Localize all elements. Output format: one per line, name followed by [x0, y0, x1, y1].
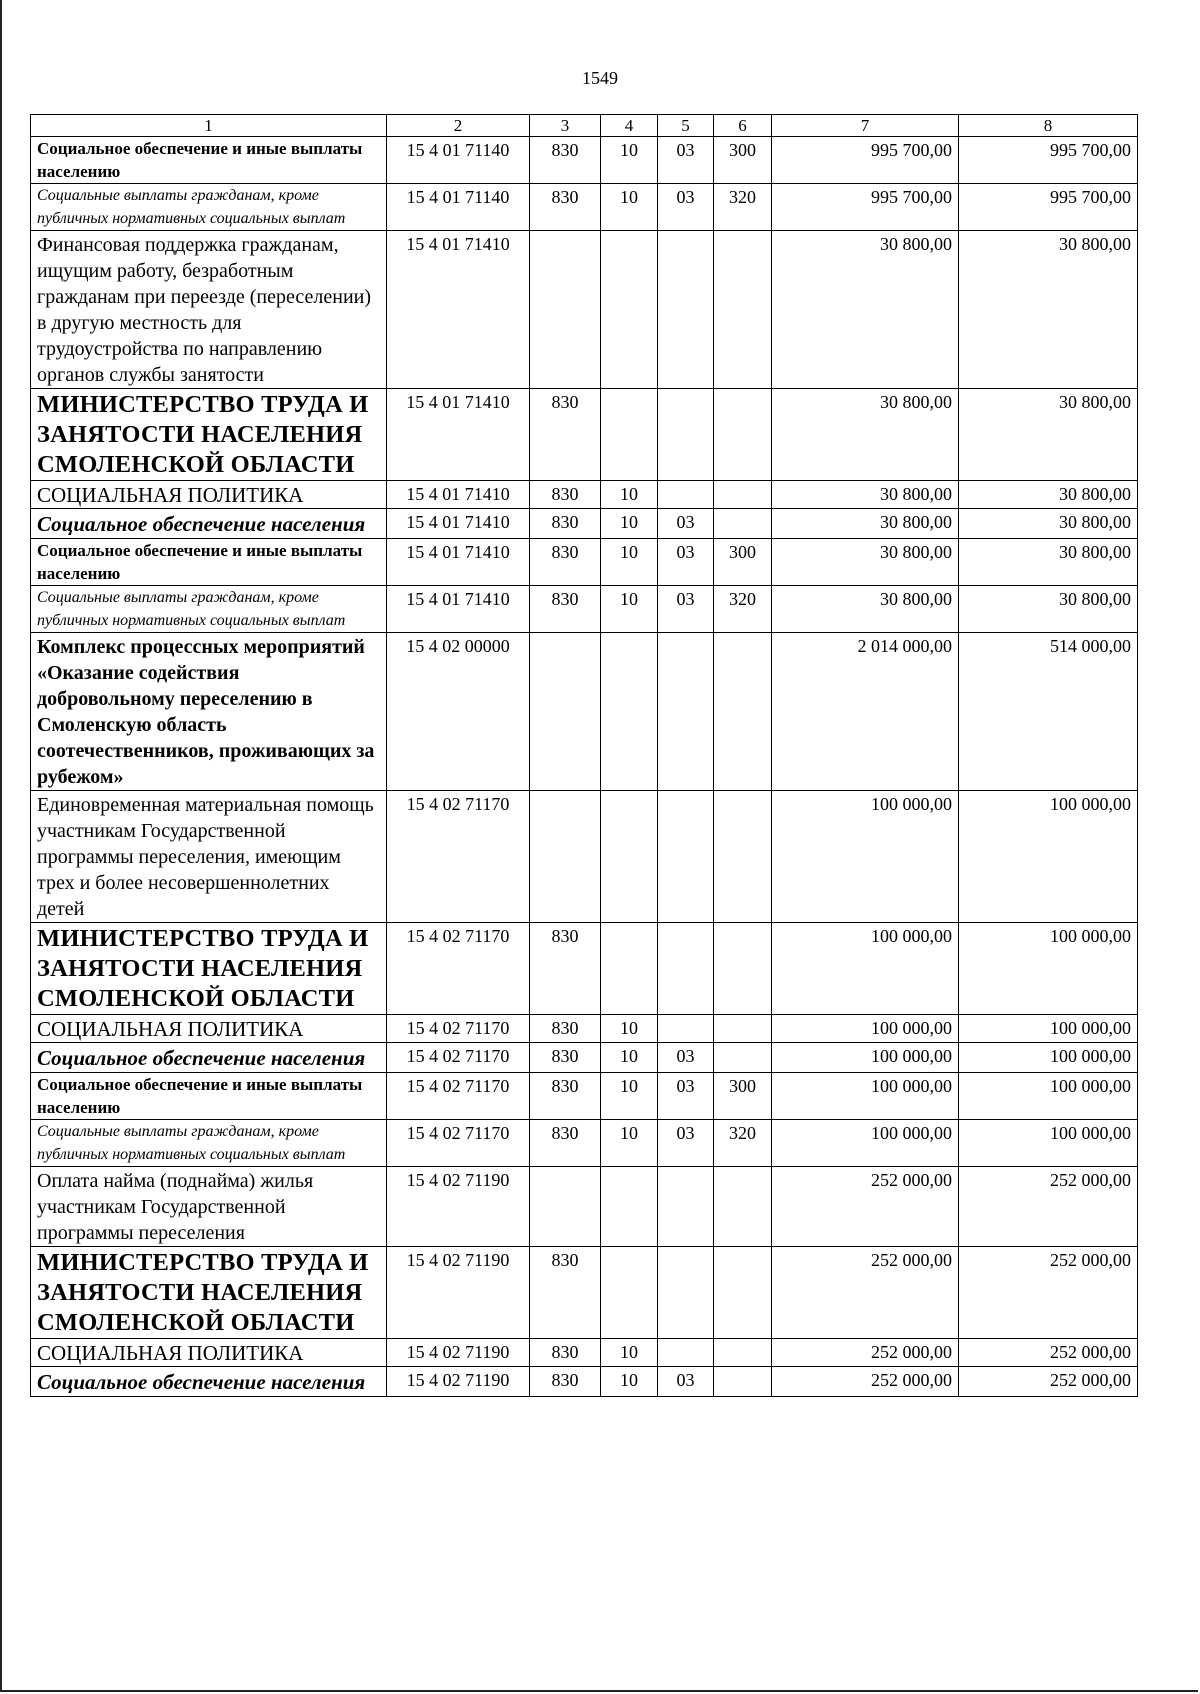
target-article-code-cell: 15 4 01 71140 — [387, 184, 530, 231]
expense-type-code-cell — [714, 923, 772, 1015]
ministry-code-cell — [530, 633, 601, 791]
table-body — [31, 137, 1138, 1397]
expense-type-code-cell: 300 — [714, 1073, 772, 1120]
expense-type-code-cell — [714, 1367, 772, 1397]
row-name-cell — [31, 791, 387, 923]
row-name-text: Комплекс процессных мероприятий «Оказание содействия добровольному переселению в Смоленскую область соотечественников, проживающих за рубежом» — [37, 636, 375, 789]
budget-table — [30, 114, 1138, 1397]
section-code-cell — [601, 791, 658, 923]
amount-column-7-cell: 30 800,00 — [772, 231, 959, 389]
section-code-cell: 10 — [601, 184, 658, 231]
row-name-text: Социальное обеспечение и иные выплаты населению — [37, 1075, 363, 1117]
target-article-code-cell: 15 4 02 71190 — [387, 1338, 530, 1366]
subsection-code-cell — [658, 1338, 714, 1366]
table-row — [31, 1043, 1138, 1073]
expense-type-code-cell: 320 — [714, 586, 772, 633]
expense-type-code-cell — [714, 480, 772, 508]
amount-column-8-cell: 995 700,00 — [959, 184, 1138, 231]
subsection-code-cell: 03 — [658, 1120, 714, 1167]
section-code-cell — [601, 389, 658, 481]
section-code-cell: 10 — [601, 1367, 658, 1397]
ministry-code-cell: 830 — [530, 1247, 601, 1339]
amount-column-8-cell: 995 700,00 — [959, 137, 1138, 184]
expense-type-code-cell: 300 — [714, 539, 772, 586]
section-code-cell — [601, 633, 658, 791]
row-name-text: СОЦИАЛЬНАЯ ПОЛИТИКА — [37, 1016, 304, 1041]
row-name-text: Социальное обеспечение населения — [37, 1370, 366, 1395]
section-code-cell: 10 — [601, 539, 658, 586]
section-code-cell: 10 — [601, 1073, 658, 1120]
subsection-code-cell — [658, 389, 714, 481]
amount-column-7-cell: 30 800,00 — [772, 509, 959, 539]
amount-column-8-cell: 100 000,00 — [959, 1073, 1138, 1120]
table-row — [31, 1014, 1138, 1042]
amount-column-8-cell: 30 800,00 — [959, 480, 1138, 508]
expense-type-code-cell — [714, 1043, 772, 1073]
table-row — [31, 509, 1138, 539]
target-article-code-cell: 15 4 02 71190 — [387, 1367, 530, 1397]
amount-column-7-cell: 252 000,00 — [772, 1367, 959, 1397]
table-row — [31, 633, 1138, 791]
subsection-code-cell: 03 — [658, 1073, 714, 1120]
row-name-text: МИНИСТЕРСТВО ТРУДА И ЗАНЯТОСТИ НАСЕЛЕНИЯ СМОЛЕНСКОЙ ОБЛАСТИ — [37, 1249, 369, 1336]
amount-column-7-cell: 100 000,00 — [772, 1120, 959, 1167]
amount-column-7-cell: 100 000,00 — [772, 1073, 959, 1120]
target-article-code-cell: 15 4 02 00000 — [387, 633, 530, 791]
row-name-cell — [31, 389, 387, 481]
ministry-code-cell: 830 — [530, 539, 601, 586]
expense-type-code-cell — [714, 1338, 772, 1366]
table-row — [31, 389, 1138, 481]
expense-type-code-cell: 320 — [714, 1120, 772, 1167]
target-article-code-cell: 15 4 01 71410 — [387, 509, 530, 539]
section-code-cell: 10 — [601, 1014, 658, 1042]
column-header: 2 — [387, 115, 530, 137]
row-name-cell — [31, 184, 387, 231]
amount-column-8-cell: 30 800,00 — [959, 509, 1138, 539]
amount-column-7-cell: 995 700,00 — [772, 184, 959, 231]
section-code-cell — [601, 1167, 658, 1247]
row-name-cell — [31, 1043, 387, 1073]
amount-column-7-cell: 30 800,00 — [772, 539, 959, 586]
ministry-code-cell: 830 — [530, 509, 601, 539]
ministry-code-cell: 830 — [530, 1120, 601, 1167]
column-header: 4 — [601, 115, 658, 137]
column-header: 5 — [658, 115, 714, 137]
column-header: 1 — [31, 115, 387, 137]
expense-type-code-cell — [714, 1247, 772, 1339]
row-name-text: СОЦИАЛЬНАЯ ПОЛИТИКА — [37, 482, 304, 507]
target-article-code-cell: 15 4 02 71170 — [387, 1073, 530, 1120]
target-article-code-cell: 15 4 02 71170 — [387, 791, 530, 923]
row-name-cell — [31, 231, 387, 389]
target-article-code-cell: 15 4 02 71170 — [387, 1043, 530, 1073]
expense-type-code-cell — [714, 231, 772, 389]
row-name-text: Единовременная материальная помощь участникам Государственной программы переселения, имеющим трех и более несовершеннолетних детей — [37, 794, 374, 921]
amount-column-7-cell: 100 000,00 — [772, 1014, 959, 1042]
row-name-text: Социальные выплаты гражданам, кроме публичных нормативных социальных выплат — [37, 187, 346, 227]
column-header: 7 — [772, 115, 959, 137]
amount-column-7-cell: 100 000,00 — [772, 791, 959, 923]
subsection-code-cell — [658, 480, 714, 508]
target-article-code-cell: 15 4 02 71190 — [387, 1167, 530, 1247]
target-article-code-cell: 15 4 01 71410 — [387, 480, 530, 508]
row-name-text: СОЦИАЛЬНАЯ ПОЛИТИКА — [37, 1340, 304, 1365]
row-name-text: МИНИСТЕРСТВО ТРУДА И ЗАНЯТОСТИ НАСЕЛЕНИЯ СМОЛЕНСКОЙ ОБЛАСТИ — [37, 391, 369, 478]
subsection-code-cell — [658, 923, 714, 1015]
row-name-cell — [31, 1167, 387, 1247]
table-row — [31, 480, 1138, 508]
amount-column-7-cell: 30 800,00 — [772, 480, 959, 508]
row-name-text: Социальное обеспечение и иные выплаты населению — [37, 139, 363, 181]
amount-column-8-cell: 30 800,00 — [959, 389, 1138, 481]
amount-column-7-cell: 252 000,00 — [772, 1167, 959, 1247]
section-code-cell — [601, 1247, 658, 1339]
ministry-code-cell — [530, 231, 601, 389]
column-header: 3 — [530, 115, 601, 137]
target-article-code-cell: 15 4 01 71140 — [387, 137, 530, 184]
section-code-cell — [601, 923, 658, 1015]
subsection-code-cell — [658, 1167, 714, 1247]
subsection-code-cell: 03 — [658, 1043, 714, 1073]
table-row — [31, 586, 1138, 633]
section-code-cell: 10 — [601, 1120, 658, 1167]
row-name-cell — [31, 1120, 387, 1167]
table-row — [31, 1247, 1138, 1339]
ministry-code-cell: 830 — [530, 1073, 601, 1120]
amount-column-7-cell: 100 000,00 — [772, 923, 959, 1015]
row-name-text: Социальное обеспечение населения — [37, 1046, 366, 1071]
row-name-text: Оплата найма (поднайма) жилья участникам Государственной программы переселения — [37, 1170, 314, 1245]
section-code-cell: 10 — [601, 509, 658, 539]
row-name-text: Социальное обеспечение населения — [37, 512, 366, 537]
table-row — [31, 1120, 1138, 1167]
amount-column-8-cell: 30 800,00 — [959, 231, 1138, 389]
ministry-code-cell: 830 — [530, 1338, 601, 1366]
table-row — [31, 1073, 1138, 1120]
target-article-code-cell: 15 4 02 71170 — [387, 923, 530, 1015]
subsection-code-cell — [658, 791, 714, 923]
subsection-code-cell — [658, 1247, 714, 1339]
section-code-cell: 10 — [601, 1338, 658, 1366]
row-name-cell — [31, 633, 387, 791]
table-row — [31, 1167, 1138, 1247]
amount-column-8-cell: 252 000,00 — [959, 1338, 1138, 1366]
row-name-text: МИНИСТЕРСТВО ТРУДА И ЗАНЯТОСТИ НАСЕЛЕНИЯ СМОЛЕНСКОЙ ОБЛАСТИ — [37, 925, 369, 1012]
ministry-code-cell: 830 — [530, 586, 601, 633]
row-name-cell — [31, 480, 387, 508]
row-name-cell — [31, 509, 387, 539]
page-number: 1549 — [582, 68, 618, 88]
subsection-code-cell: 03 — [658, 586, 714, 633]
subsection-code-cell: 03 — [658, 1367, 714, 1397]
row-name-cell — [31, 1073, 387, 1120]
subsection-code-cell — [658, 1014, 714, 1042]
ministry-code-cell: 830 — [530, 184, 601, 231]
target-article-code-cell: 15 4 01 71410 — [387, 586, 530, 633]
amount-column-8-cell: 514 000,00 — [959, 633, 1138, 791]
amount-column-7-cell: 252 000,00 — [772, 1338, 959, 1366]
expense-type-code-cell — [714, 1167, 772, 1247]
table-row — [31, 791, 1138, 923]
row-name-cell — [31, 1338, 387, 1366]
amount-column-7-cell: 30 800,00 — [772, 586, 959, 633]
subsection-code-cell — [658, 231, 714, 389]
row-name-text: Социальные выплаты гражданам, кроме публичных нормативных социальных выплат — [37, 1123, 346, 1163]
amount-column-7-cell: 2 014 000,00 — [772, 633, 959, 791]
table-row — [31, 231, 1138, 389]
expense-type-code-cell — [714, 389, 772, 481]
ministry-code-cell: 830 — [530, 1014, 601, 1042]
target-article-code-cell: 15 4 02 71170 — [387, 1120, 530, 1167]
table-row — [31, 1338, 1138, 1366]
row-name-cell — [31, 923, 387, 1015]
amount-column-8-cell: 100 000,00 — [959, 1043, 1138, 1073]
section-code-cell: 10 — [601, 480, 658, 508]
subsection-code-cell: 03 — [658, 509, 714, 539]
amount-column-8-cell: 30 800,00 — [959, 586, 1138, 633]
ministry-code-cell — [530, 791, 601, 923]
amount-column-8-cell: 100 000,00 — [959, 1120, 1138, 1167]
amount-column-8-cell: 100 000,00 — [959, 1014, 1138, 1042]
amount-column-8-cell: 100 000,00 — [959, 923, 1138, 1015]
expense-type-code-cell — [714, 633, 772, 791]
amount-column-7-cell: 100 000,00 — [772, 1043, 959, 1073]
expense-type-code-cell: 300 — [714, 137, 772, 184]
section-code-cell — [601, 231, 658, 389]
amount-column-7-cell: 30 800,00 — [772, 389, 959, 481]
subsection-code-cell: 03 — [658, 137, 714, 184]
amount-column-8-cell: 252 000,00 — [959, 1167, 1138, 1247]
subsection-code-cell: 03 — [658, 184, 714, 231]
expense-type-code-cell — [714, 509, 772, 539]
table-row — [31, 184, 1138, 231]
row-name-cell — [31, 1367, 387, 1397]
expense-type-code-cell — [714, 791, 772, 923]
section-code-cell: 10 — [601, 586, 658, 633]
target-article-code-cell: 15 4 01 71410 — [387, 539, 530, 586]
amount-column-8-cell: 252 000,00 — [959, 1367, 1138, 1397]
row-name-cell — [31, 539, 387, 586]
row-name-cell — [31, 586, 387, 633]
target-article-code-cell: 15 4 01 71410 — [387, 231, 530, 389]
column-header: 8 — [959, 115, 1138, 137]
ministry-code-cell: 830 — [530, 389, 601, 481]
ministry-code-cell: 830 — [530, 480, 601, 508]
target-article-code-cell: 15 4 02 71170 — [387, 1014, 530, 1042]
row-name-text: Социальное обеспечение и иные выплаты населению — [37, 541, 363, 583]
expense-type-code-cell: 320 — [714, 184, 772, 231]
section-code-cell: 10 — [601, 137, 658, 184]
ministry-code-cell: 830 — [530, 1043, 601, 1073]
row-name-cell — [31, 137, 387, 184]
row-name-text: Финансовая поддержка гражданам, ищущим работу, безработным гражданам при переезде (переселении) в другую местность для трудоустройства по направлению органов службы занятости — [37, 234, 372, 387]
ministry-code-cell: 830 — [530, 137, 601, 184]
amount-column-8-cell: 252 000,00 — [959, 1247, 1138, 1339]
amount-column-7-cell: 252 000,00 — [772, 1247, 959, 1339]
target-article-code-cell: 15 4 01 71410 — [387, 389, 530, 481]
amount-column-8-cell: 100 000,00 — [959, 791, 1138, 923]
table-row — [31, 923, 1138, 1015]
subsection-code-cell: 03 — [658, 539, 714, 586]
ministry-code-cell: 830 — [530, 1367, 601, 1397]
table-row — [31, 1367, 1138, 1397]
ministry-code-cell — [530, 1167, 601, 1247]
table-row — [31, 137, 1138, 184]
ministry-code-cell: 830 — [530, 923, 601, 1015]
row-name-cell — [31, 1014, 387, 1042]
row-name-cell — [31, 1247, 387, 1339]
column-header: 6 — [714, 115, 772, 137]
table-row — [31, 539, 1138, 586]
amount-column-7-cell: 995 700,00 — [772, 137, 959, 184]
section-code-cell: 10 — [601, 1043, 658, 1073]
column-number-row — [31, 115, 1138, 137]
subsection-code-cell — [658, 633, 714, 791]
target-article-code-cell: 15 4 02 71190 — [387, 1247, 530, 1339]
amount-column-8-cell: 30 800,00 — [959, 539, 1138, 586]
expense-type-code-cell — [714, 1014, 772, 1042]
row-name-text: Социальные выплаты гражданам, кроме публичных нормативных социальных выплат — [37, 589, 346, 629]
